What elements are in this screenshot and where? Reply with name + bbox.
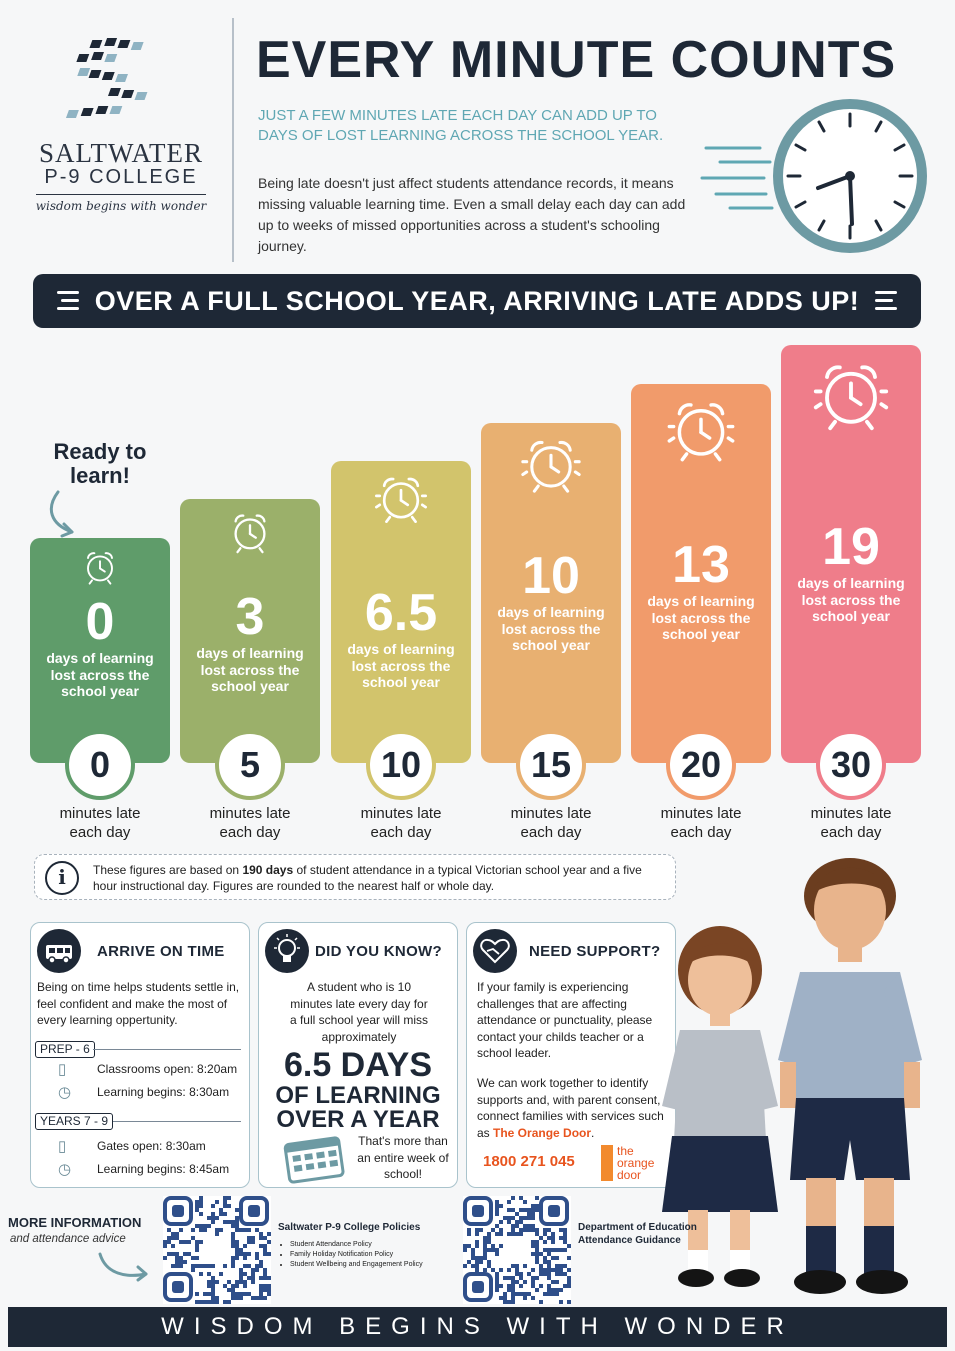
stat-days: 6.5 DAYS xyxy=(283,1046,433,1084)
alarm-clock-icon: ◷ xyxy=(58,1084,72,1101)
curved-arrow-icon xyxy=(44,490,84,540)
qr-code-department[interactable] xyxy=(463,1196,571,1304)
qr-policies-title: Saltwater P-9 College Policies xyxy=(278,1222,421,1233)
days-lost-value: 13 xyxy=(672,536,730,594)
door-icon: ▯ xyxy=(58,1061,67,1078)
lateness-bar xyxy=(631,384,771,763)
schedule-rule xyxy=(93,1049,241,1050)
school-logo xyxy=(26,30,216,213)
banner-text: OVER A FULL SCHOOL YEAR, ARRIVING LATE ADDS UP! xyxy=(94,286,860,316)
qr-code-policies[interactable] xyxy=(163,1196,271,1304)
minutes-late-label: minutes late each day xyxy=(59,805,141,841)
days-lost-label: days of learning lost across the school year xyxy=(46,650,154,699)
alarm-clock-icon xyxy=(80,546,120,586)
lightbulb-icon xyxy=(265,929,309,973)
alarm-clock-icon xyxy=(811,353,891,433)
need-support-text-2 xyxy=(477,1075,671,1141)
ready-to-learn-label: Ready to learn! xyxy=(53,439,147,488)
minutes-late-value: 15 xyxy=(516,730,586,800)
orange-door-logo-icon xyxy=(601,1145,613,1181)
lateness-bar xyxy=(180,499,320,763)
arrive-on-time-card xyxy=(30,922,250,1188)
curved-arrow-icon xyxy=(96,1250,156,1284)
minutes-late-value: 30 xyxy=(816,730,886,800)
minutes-late-label: minutes late each day xyxy=(209,805,291,841)
note-text-bold: 190 days xyxy=(242,863,294,877)
policy-item: • Student Attendance Policy xyxy=(290,1240,460,1250)
note-text-before: These figures are based on xyxy=(93,863,243,877)
schedule-row: Learning begins: 8:45am xyxy=(97,1162,230,1176)
days-lost-value: 19 xyxy=(822,518,880,576)
minutes-late-value: 20 xyxy=(666,730,736,800)
arrive-text: Being on time helps students settle in, feel confident and make the most of every learning oppertunity. xyxy=(37,980,240,1027)
support-text-end: . xyxy=(591,1125,595,1140)
did-you-know-title: DID YOU KNOW? xyxy=(315,943,442,960)
alarm-clock-icon xyxy=(373,469,429,525)
did-you-know-card xyxy=(258,922,458,1188)
days-lost-value: 10 xyxy=(522,547,580,605)
heart-handshake-icon xyxy=(473,929,517,973)
minutes-late-value: 5 xyxy=(215,730,285,800)
banner xyxy=(33,274,921,328)
lateness-bar xyxy=(781,345,921,763)
info-note-text xyxy=(93,862,667,894)
orange-door-link[interactable]: The Orange Door xyxy=(493,1125,592,1140)
banner-right-decoration xyxy=(875,291,897,315)
qr-department-title: Department of Education Attendance Guidance xyxy=(578,1222,697,1246)
calendar-icon xyxy=(281,1133,347,1185)
days-lost-label: days of learning lost across the school year xyxy=(647,593,755,642)
orange-door-logo-text: the orange door xyxy=(617,1144,655,1182)
did-you-know-text: A student who is 10 minutes late every day for a full school year will miss approximately xyxy=(289,980,429,1044)
alarm-clock-icon: ◷ xyxy=(58,1161,72,1178)
minutes-late-label: minutes late each day xyxy=(510,805,592,841)
days-lost-label: days of learning lost across the school year xyxy=(797,575,905,624)
schedule-heading-years: YEARS 7 - 9 xyxy=(35,1113,113,1130)
need-support-text: If your family is experiencing challenges that are affecting attendance or punctuality, please contact your childs teacher or a school leader. xyxy=(477,980,653,1060)
info-icon: i xyxy=(45,861,79,895)
banner-left-decoration xyxy=(57,291,79,315)
more-info-title: MORE INFORMATION xyxy=(8,1215,142,1230)
note-text-after: of student attendance in a typical Victorian school year and a five hour instructional day. Figures are rounded to the nearest half or whole day. xyxy=(93,863,642,893)
minutes-late-value: 10 xyxy=(366,730,436,800)
minutes-late-label: minutes late each day xyxy=(660,805,742,841)
support-text: We can work together to identify supports and, with parent consent, connect families with services such as xyxy=(477,1076,664,1140)
intro-paragraph: Being late doesn't just affect students attendance records, it means missing valuable learning time. Even a small delay each day can add up to weeks of missed opportunities across a student's schooling journey. xyxy=(258,175,686,254)
footer-motto: WISDOM BEGINS WITH WONDER xyxy=(8,1307,947,1347)
alarm-clock-icon xyxy=(226,507,274,555)
schedule-heading-prep: PREP - 6 xyxy=(35,1041,95,1058)
school-name: SALTWATER xyxy=(38,138,203,168)
need-support-card xyxy=(466,922,676,1188)
days-lost-label: days of learning lost across the school year xyxy=(347,641,455,690)
policy-item: • Family Holiday Notification Policy xyxy=(290,1250,460,1260)
boy-figure xyxy=(778,858,922,1294)
need-support-title: NEED SUPPORT? xyxy=(529,943,661,960)
schedule-row: Classrooms open: 8:20am xyxy=(97,1062,238,1076)
stat-year: OVER A YEAR xyxy=(276,1106,440,1133)
arrive-title: ARRIVE ON TIME xyxy=(97,943,225,960)
header-divider xyxy=(232,18,234,262)
school-motto: wisdom begins with wonder xyxy=(35,199,207,213)
logo-divider xyxy=(36,194,206,195)
days-lost-value: 6.5 xyxy=(364,584,438,642)
page-subtitle: JUST A FEW MINUTES LATE EACH DAY CAN ADD UP TO DAYS OF LOST LEARNING ACROSS THE SCHOOL YEAR. xyxy=(258,107,664,144)
school-bus-icon xyxy=(37,929,81,973)
days-lost-value: 3 xyxy=(235,588,265,646)
info-note xyxy=(34,854,676,900)
lateness-bar xyxy=(481,423,621,763)
more-info-subtitle: and attendance advice xyxy=(10,1233,126,1245)
days-lost-label: days of learning lost across the school year xyxy=(196,645,304,694)
alarm-clock-icon xyxy=(519,431,583,495)
stat-learning: OF LEARNING xyxy=(275,1082,441,1109)
policy-item: • Student Wellbeing and Engagement Policy xyxy=(290,1260,460,1270)
wall-clock-icon xyxy=(700,98,940,258)
alarm-clock-icon xyxy=(665,392,737,464)
qr-policies-list xyxy=(280,1240,460,1270)
minutes-late-label: minutes late each day xyxy=(360,805,442,841)
schedule-rule xyxy=(113,1121,241,1122)
did-you-know-footnote: That's more than an entire week of school! xyxy=(357,1134,449,1181)
schedule-row: Gates open: 8:30am xyxy=(97,1139,206,1153)
logo-mark-icon xyxy=(66,30,176,130)
school-subname: P-9 COLLEGE xyxy=(44,166,198,188)
minutes-late-value: 0 xyxy=(65,730,135,800)
page-title: EVERY MINUTE COUNTS xyxy=(256,31,897,89)
support-phone[interactable]: 1800 271 045 xyxy=(483,1153,575,1170)
lateness-bar xyxy=(331,461,471,763)
minutes-late-label: minutes late each day xyxy=(810,805,892,841)
schedule-row: Learning begins: 8:30am xyxy=(97,1085,230,1099)
gate-icon: ▯ xyxy=(58,1138,67,1155)
days-lost-label: days of learning lost across the school year xyxy=(497,604,605,653)
days-lost-value: 0 xyxy=(85,593,115,651)
